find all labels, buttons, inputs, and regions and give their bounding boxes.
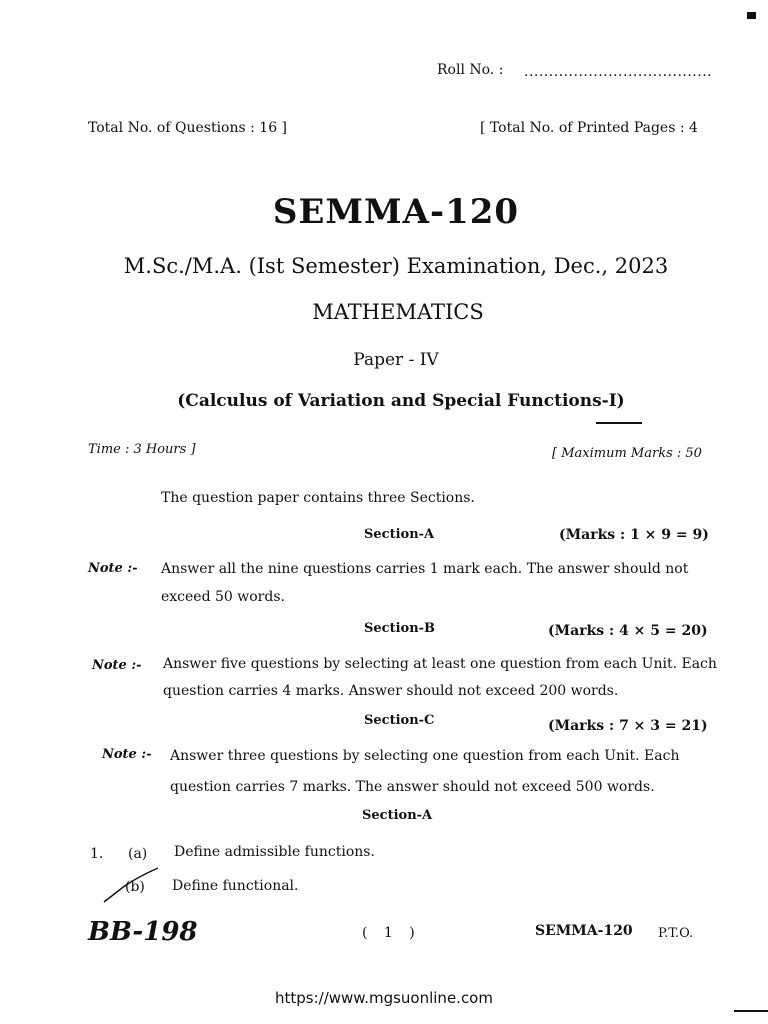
questions-section-heading: Section-A bbox=[362, 808, 433, 823]
subject-title: MATHEMATICS bbox=[312, 300, 484, 324]
question-text-b: Define functional. bbox=[172, 878, 299, 894]
section-a-heading: Section-A bbox=[364, 527, 435, 542]
section-c-note-line2: question carries 7 marks. The answer should not exceed 500 words. bbox=[170, 779, 655, 795]
exam-title: M.Sc./M.A. (Ist Semester) Examination, Dec., 2023 bbox=[123, 254, 669, 278]
section-c-heading: Section-C bbox=[364, 713, 435, 728]
roll-no-label: Roll No. : bbox=[437, 62, 504, 78]
section-b-note-line1: Answer five questions by selecting at least one question from each Unit. Each bbox=[163, 656, 717, 672]
section-c-note-line1: Answer three questions by selecting one question from each Unit. Each bbox=[170, 748, 680, 764]
section-b-heading: Section-B bbox=[364, 621, 436, 636]
booklet-code: BB-198 bbox=[88, 917, 198, 947]
roll-no-blank: ...................................... bbox=[524, 64, 713, 80]
underline-mark bbox=[596, 422, 642, 424]
section-a-marks: (Marks : 1 × 9 = 9) bbox=[559, 527, 709, 543]
paper-number: Paper - IV bbox=[353, 350, 439, 370]
footer-paper-code: SEMMA-120 bbox=[535, 923, 633, 939]
question-part-a: (a) bbox=[128, 846, 148, 862]
scan-speck bbox=[747, 12, 756, 19]
section-a-note-line1: Answer all the nine questions carries 1 mark each. The answer should not bbox=[161, 561, 689, 577]
pen-tick-mark bbox=[100, 866, 162, 906]
section-c-note-label: Note :- bbox=[102, 747, 152, 762]
time-allowed: Time : 3 Hours ] bbox=[88, 442, 196, 457]
total-questions: Total No. of Questions : 16 ] bbox=[88, 120, 288, 136]
section-b-note-line2: question carries 4 marks. Answer should not exceed 200 words. bbox=[163, 683, 619, 699]
question-number: 1. bbox=[90, 846, 104, 862]
page-number: ( 1 ) bbox=[362, 925, 415, 941]
section-b-note-label: Note :- bbox=[92, 658, 142, 673]
intro-text: The question paper contains three Sections. bbox=[161, 490, 475, 506]
section-a-note-label: Note :- bbox=[88, 561, 138, 576]
maximum-marks: [ Maximum Marks : 50 bbox=[552, 446, 702, 461]
section-a-note-line2: exceed 50 words. bbox=[161, 589, 285, 605]
question-part-b: (b) bbox=[125, 879, 145, 895]
website-url[interactable]: https://www.mgsuonline.com bbox=[275, 989, 493, 1007]
course-title: (Calculus of Variation and Special Functions-I) bbox=[177, 391, 625, 411]
paper-code-title: SEMMA-120 bbox=[272, 192, 520, 232]
total-printed-pages: [ Total No. of Printed Pages : 4 bbox=[480, 120, 698, 136]
scan-edge-line bbox=[734, 1010, 768, 1012]
question-text-a: Define admissible functions. bbox=[174, 844, 375, 860]
pto-label: P.T.O. bbox=[658, 926, 694, 941]
section-b-marks: (Marks : 4 × 5 = 20) bbox=[548, 623, 708, 639]
section-c-marks: (Marks : 7 × 3 = 21) bbox=[548, 718, 708, 734]
